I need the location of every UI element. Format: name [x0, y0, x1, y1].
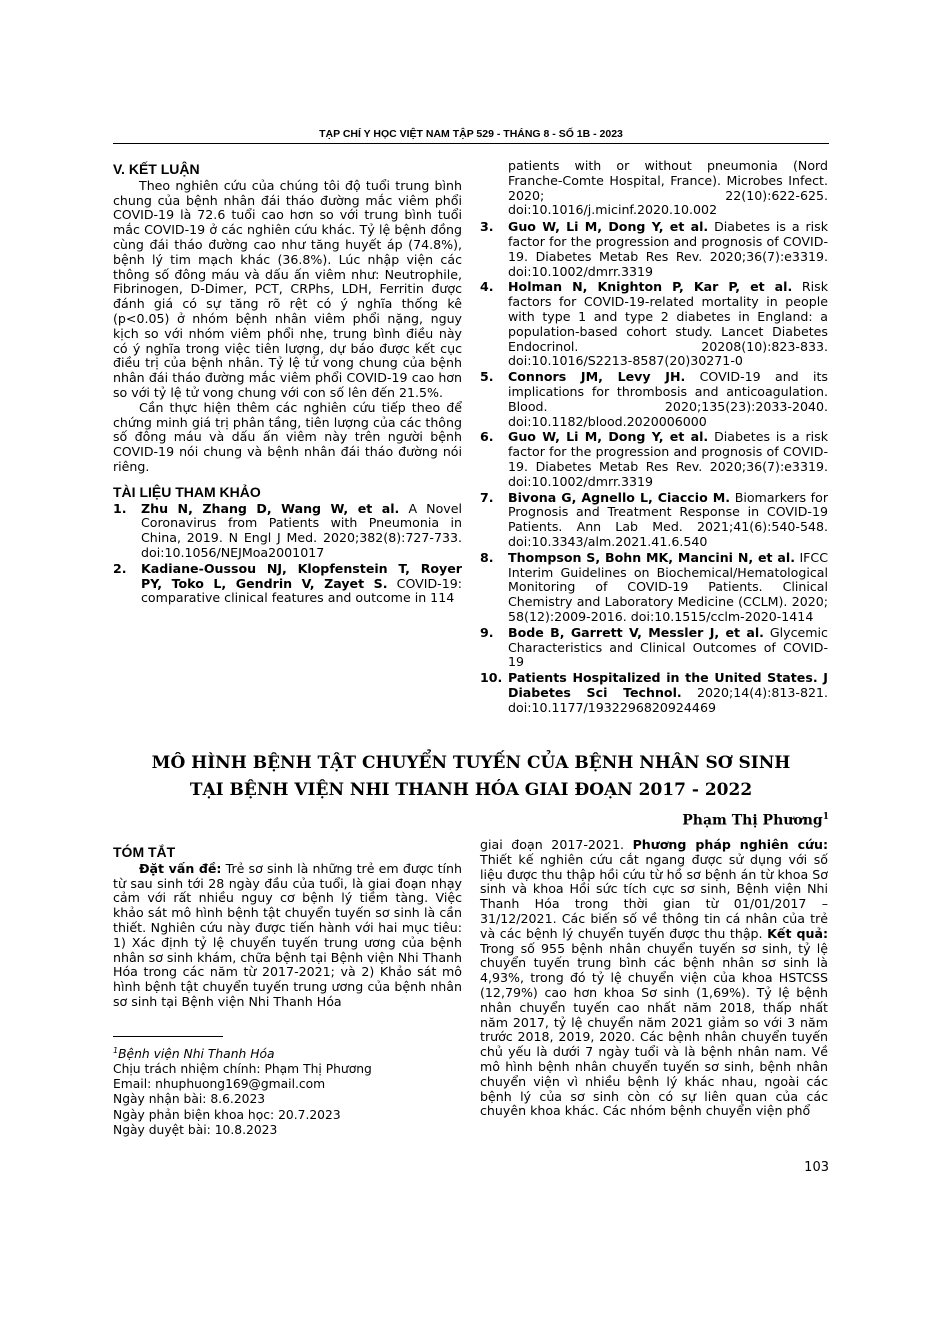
method-label: Phương pháp nghiên cứu: — [632, 837, 828, 852]
reference-number: 10. — [480, 670, 503, 686]
reference-number: 8. — [480, 549, 494, 565]
reference-number: 4. — [480, 279, 494, 295]
reference-item-5 — [480, 370, 828, 429]
author-name: Phạm Thị Phương — [682, 812, 823, 829]
reference-number: 7. — [480, 489, 494, 505]
footnote-mark: 1 — [113, 1045, 119, 1055]
header-rule — [113, 143, 829, 144]
abstract-continued — [480, 838, 828, 1119]
references-column-right — [480, 159, 828, 716]
reference-item-10 — [480, 671, 828, 715]
reference-item-3 — [480, 220, 828, 279]
footnote-approved: Ngày duyệt bài: 10.8.2023 — [113, 1122, 278, 1137]
reference-authors: Bode B, Garrett V, Messler J, et al. — [508, 624, 764, 640]
reference-authors: Guo W, Li M, Dong Y, et al. — [508, 219, 709, 235]
footnote-corresponding: Chịu trách nhiệm chính: Phạm Thị Phương — [113, 1062, 372, 1077]
method-text: Thiết kế nghiên cứu cắt ngang được sử dụng với số liệu được thu thập hồi cứu từ hồ sơ bệnh án từ khoa Sơ sinh và khoa Hồi sức tích cực sơ sinh, Bệnh viện Nhi Thanh Hóa trong thời gian từ 01/01/2017 – 31/12/2021. Các biến số về thông tin cá nhân của trẻ và các bệnh lý chuyển tuyến được thu thập. — [480, 851, 828, 941]
reference-item-2 — [113, 562, 462, 606]
reference-text: A Novel Coronavirus from Patients with Pneumonia in China, 2019. N Engl J Med. 2020;382(8):727-733. doi:10.1056/NEJMoa2001017 — [141, 500, 462, 560]
conclusion-paragraph-2: Cần thực hiện thêm các nghiên cứu tiếp theo để chứng minh giá trị phân tầng, tiên lượng của các thông số đông máu và dấu ấn viêm này trên người bệnh COVID-19 nói chung và bệnh nhân đái tháo đường nói riêng. — [113, 399, 462, 474]
reference-text: IFCC Interim Guidelines on Biochemical/Hematological Monitoring of COVID-19 Patients. Clinical Chemistry and Laboratory Medicine (CCLM). 2020; 58(12):2009-2016. doi:10.1515/cclm-2020-1414 — [508, 549, 828, 624]
result-text: Trong số 955 bệnh nhân chuyển tuyến sơ sinh, tỷ lệ chuyển tuyến trung bình các bệnh nhân sơ sinh là 4,93%, trong đó tỷ lệ chuyển viện của khoa HSTCSS (12,79%) cao hơn khoa Sơ sinh (1,69%). Tỷ lệ bệnh nhân chuyển tuyến cao nhất năm 2018, thấp nhất năm 2017, tỷ lệ chuyển năm 2021 giảm so với 3 năm trước 2018, 2019, 2020. Các bệnh nhân chuyển tuyến chủ yếu là dưới 7 ngày tuổi và là bệnh nhân nam. Về mô hình bệnh nhân chuyển tuyến sơ sinh, bệnh nhân chuyển viện vì nhiều bệnh lý khác nhau, ngoài các bệnh lý của sơ sinh còn có sự liên quan của các chuyên khoa khác. Các nhóm bệnh chuyển viện phổ — [480, 940, 828, 1119]
conclusion-column — [113, 162, 462, 607]
footnote-rule — [113, 1036, 223, 1037]
reference-item-7 — [480, 491, 828, 550]
footnote-received: Ngày nhận bài: 8.6.2023 — [113, 1092, 266, 1107]
reference-authors: Kadiane-Oussou NJ, Klopfenstein T, Royer PY, Toko L, Gendrin V, Zayet S. — [141, 560, 462, 591]
reference-authors: Zhu N, Zhang D, Wang W, et al. — [141, 500, 400, 516]
article-author — [682, 812, 829, 829]
abstract-column-left — [113, 845, 462, 1138]
reference-item-1 — [113, 502, 462, 561]
result-label: Kết quả: — [767, 925, 828, 941]
article-title-line-2: TẠI BỆNH VIỆN NHI THANH HÓA GIAI ĐOẠN 2017 - 2022 — [189, 780, 753, 800]
abstract-heading: TÓM TẮT — [113, 844, 176, 860]
reference-number: 9. — [480, 624, 494, 640]
footnote-email: Email: nhuphuong169@gmail.com — [113, 1077, 326, 1092]
conclusion-paragraph-1: Theo nghiên cứu của chúng tôi độ tuổi trung bình chung của bệnh nhân đái tháo đường mắc viêm phổi COVID-19 là 72.6 tuổi cao hơn so với trung bình tuổi mắc COVID-19 ở các nghiên cứu khác. Tỷ lệ bệnh đồng cùng đái tháo đường cao như tăng huyết áp (74.8%), bệnh lý tim mạch khác (36.8%). Lúc nhập viện các thông số đông máu và dấu ấn viêm như: Neutrophile, Fibrinogen, D-Dimer, PCT, CRPhs, LDH, Ferritin được đánh giá có sự tăng rõ rệt có ý nghĩa thống kê (p<0.05) ở nhóm bệnh nhân viêm phổi nặng, nguy kịch so với nhóm viêm phổi nhẹ, trung bình điều này có ý nghĩa trong việc tiên lượng, dự báo được kết cục điều trị của bệnh nhân. Tỷ lệ tử vong chung của bệnh nhân đái tháo đường mắc viêm phổi COVID-19 cao hơn so với tỷ lệ tử vong chung với con số lên đến 21.5%. — [113, 177, 462, 400]
footnote-reviewed: Ngày phản biện khoa học: 20.7.2023 — [113, 1107, 341, 1122]
reference-text: COVID-19: comparative clinical features and outcome in 114 — [141, 575, 462, 606]
reference-text: 2020;14(4):813-821. doi:10.1177/1932296820924469 — [508, 684, 828, 715]
reference-text: COVID-19 and its implications for thrombosis and anticoagulation. Blood. 2020;135(23):2033-2040. doi:10.1182/blood.2020006000 — [508, 369, 828, 429]
reference-item-8 — [480, 551, 828, 625]
reference-continuation: patients with or without pneumonia (Nord Franche-Comte Hospital, France). Microbes Infect. 2020; 22(10):622-625. doi:10.1016/j.micinf.2020.10.002 — [508, 158, 828, 218]
reference-item-9 — [480, 626, 828, 670]
reference-text: Diabetes is a risk factor for the progression and prognosis of COVID-19. Diabetes Metab Res Rev. 2020;36(7):e3319. doi:10.1002/dmrr.3319 — [508, 219, 828, 279]
references-heading: TÀI LIỆU THAM KHẢO — [113, 483, 261, 500]
reference-text: Risk factors for COVID-19-related mortality in people with type 1 and type 2 diabetes in England: a population-based cohort study. Lancet Diabetes Endocrinol. 20208(10):823-833. doi:10.1016/S2213-8587(20)30271-0 — [508, 279, 828, 369]
reference-number: 5. — [480, 369, 494, 385]
reference-list-left — [113, 502, 462, 607]
affiliation-text: Bệnh viện Nhi Thanh Hóa — [118, 1046, 275, 1061]
intro-label: Đặt vấn đề: — [139, 860, 222, 876]
reference-item-6 — [480, 430, 828, 489]
page-number: 103 — [804, 1160, 829, 1175]
reference-text: Glycemic Characteristics and Clinical Outcomes of COVID-19 — [508, 624, 828, 670]
reference-authors: Patients Hospitalized in the United States. J Diabetes Sci Technol. — [508, 670, 828, 700]
abstract-column-right — [480, 838, 828, 1119]
reference-number: 1. — [113, 500, 127, 516]
conclusion-heading: V. KẾT LUẬN — [113, 161, 200, 177]
reference-authors: Connors JM, Levy JH. — [508, 369, 686, 385]
abstract-intro — [113, 862, 462, 1010]
reference-authors: Guo W, Li M, Dong Y, et al. — [508, 429, 709, 445]
reference-authors: Thompson S, Bohn MK, Mancini N, et al. — [508, 549, 795, 565]
reference-number: 6. — [480, 429, 494, 445]
reference-authors: Holman N, Knighton P, Kar P, et al. — [508, 279, 793, 295]
footnote-affiliation — [113, 1043, 462, 1062]
reference-authors: Bivona G, Agnello L, Ciaccio M. — [508, 489, 731, 505]
journal-header: TẠP CHÍ Y HỌC VIỆT NAM TẬP 529 - THÁNG 8 - SỐ 1B - 2023 — [319, 128, 623, 140]
reference-item-4 — [480, 280, 828, 369]
reference-text: Diabetes is a risk factor for the progression and prognosis of COVID-19. Diabetes Metab Res Rev. 2020;36(7):e3319. doi:10.1002/dmrr.3319 — [508, 429, 828, 489]
article-title — [113, 750, 829, 804]
reference-number: 2. — [113, 560, 127, 576]
article-title-line-1: MÔ HÌNH BỆNH TẬT CHUYỂN TUYẾN CỦA BỆNH NHÂN SƠ SINH — [151, 753, 791, 773]
author-affiliation-mark: 1 — [822, 812, 829, 822]
abstract-cont-text: giai đoạn 2017-2021. — [480, 837, 633, 852]
reference-list-right — [480, 220, 828, 715]
reference-text: Biomarkers for Prognosis and Treatment Response in COVID-19 Patients. Ann Lab Med. 2021;41(6):540-548. doi:10.3343/alm.2021.41.6.540 — [508, 489, 828, 549]
intro-text: Trẻ sơ sinh là những trẻ em được tính từ sau sinh tới 28 ngày đầu của tuổi, là giai đoạn nhạy cảm với rất nhiều nguy cơ bệnh lý tiềm tàng. Việc khảo sát mô hình bệnh tật chuyển tuyến sơ sinh là cần thiết. Nghiên cứu này được tiến hành với hai mục tiêu: 1) Xác định tỷ lệ chuyển tuyến trung ương của bệnh nhân sơ sinh khám, chữa bệnh tại Bệnh viện Nhi Thanh Hóa trong các năm từ 2017-2021; và 2) Khảo sát mô hình bệnh tật chuyển tuyến trung ương của bệnh nhân sơ sinh tại Bệnh viện Nhi Thanh Hóa — [113, 860, 463, 1009]
reference-number: 3. — [480, 219, 494, 235]
